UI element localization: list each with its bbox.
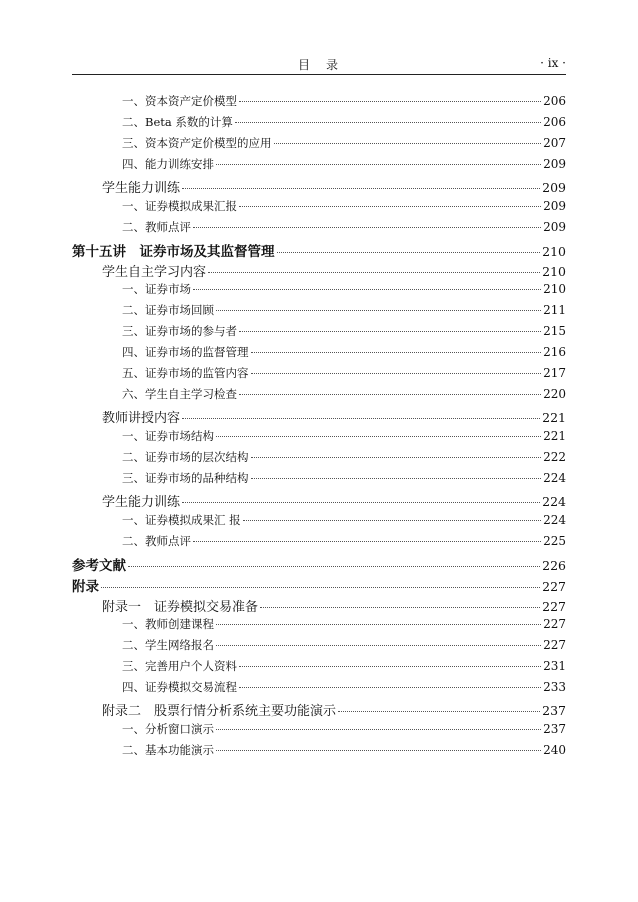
dot-leader — [239, 101, 541, 102]
dot-leader — [274, 143, 542, 144]
toc-entry[interactable] — [72, 428, 566, 449]
toc-entry[interactable] — [72, 449, 566, 470]
toc-entry[interactable] — [72, 135, 566, 156]
dot-leader — [216, 645, 541, 646]
toc-entry[interactable] — [72, 365, 566, 386]
toc-entry-title: 教师讲授内容 — [102, 411, 181, 427]
toc-entry[interactable] — [72, 637, 566, 658]
dot-leader — [182, 188, 540, 189]
page-header — [72, 50, 566, 74]
toc-entry-title: 二、学生网络报名 — [122, 638, 214, 653]
toc-entry-title: 学生能力训练 — [102, 494, 181, 510]
toc-entry[interactable] — [72, 302, 566, 323]
toc-entry[interactable] — [72, 491, 566, 512]
toc-entry[interactable] — [72, 533, 566, 554]
toc-entry-page: 221 — [543, 429, 566, 443]
toc-entry-title: 三、资本资产定价模型的应用 — [122, 135, 272, 150]
toc-entry-title: 二、证券市场回顾 — [122, 303, 214, 318]
dot-leader — [239, 687, 541, 688]
toc-entry-page: 206 — [543, 114, 566, 129]
toc-entry-page: 233 — [543, 680, 566, 695]
toc-entry-title: 二、基本功能演示 — [122, 743, 214, 758]
dot-leader — [239, 331, 541, 332]
toc-entry-title: 四、证券市场的监督管理 — [122, 345, 249, 360]
toc-entry-page: 221 — [542, 410, 566, 426]
dot-leader — [251, 457, 542, 458]
toc-entry-page: 231 — [543, 659, 566, 674]
toc-entry[interactable] — [72, 219, 566, 240]
toc-entry-title: 三、完善用户个人资料 — [122, 659, 237, 674]
header-title: 目 录 — [297, 58, 340, 72]
toc-entry[interactable] — [72, 344, 566, 365]
dot-leader — [251, 478, 542, 479]
toc-entry-page: 225 — [543, 533, 566, 548]
toc-entry-title: 附录 — [72, 578, 99, 595]
toc-entry-page: 206 — [543, 94, 566, 108]
toc-entry[interactable] — [72, 679, 566, 700]
dot-leader — [216, 729, 541, 730]
toc-entry-title: 二、教师点评 — [122, 533, 191, 548]
toc-entry-page: 226 — [542, 557, 566, 573]
dot-leader — [216, 436, 541, 437]
dot-leader — [251, 352, 542, 353]
toc-entry-page: 210 — [542, 243, 566, 259]
dot-leader — [235, 122, 541, 123]
toc-entry-title: 第十五讲 证券市场及其监督管理 — [72, 243, 275, 260]
toc-entry-page: 227 — [542, 578, 566, 594]
toc-entry-page: 207 — [543, 135, 566, 150]
toc-entry-page: 209 — [543, 198, 566, 213]
toc-entry-page: 227 — [543, 638, 566, 653]
toc-entry-title: 三、证券市场的参与者 — [122, 324, 237, 339]
dot-leader — [216, 750, 541, 751]
toc-entry-page: 224 — [543, 512, 566, 527]
dot-leader — [239, 394, 541, 395]
dot-leader — [243, 520, 541, 521]
header-page-number: · ix · — [540, 56, 566, 70]
dot-leader — [208, 272, 540, 273]
header-rule — [72, 74, 566, 75]
toc-entry-title: 一、证券市场结构 — [122, 429, 214, 443]
dot-leader — [216, 624, 541, 625]
toc-entry-page: 240 — [543, 743, 566, 758]
dot-leader — [239, 206, 541, 207]
table-of-contents — [72, 93, 566, 763]
toc-entry[interactable] — [72, 721, 566, 742]
toc-entry-page: 237 — [543, 722, 566, 737]
dot-leader — [239, 666, 541, 667]
dot-leader — [182, 418, 540, 419]
dot-leader — [193, 289, 541, 290]
toc-entry[interactable] — [72, 554, 566, 575]
toc-entry-title: 一、证券市场 — [122, 282, 191, 297]
toc-entry[interactable] — [72, 596, 566, 617]
toc-entry-title: 一、证券模拟成果汇报 — [122, 198, 237, 213]
toc-entry-page: 209 — [543, 219, 566, 234]
toc-entry-page: 227 — [542, 598, 566, 614]
toc-entry-title: 二、证券市场的层次结构 — [122, 449, 249, 464]
toc-entry-title: 三、证券市场的品种结构 — [122, 470, 249, 485]
toc-entry-title: 四、能力训练安排 — [122, 156, 214, 171]
toc-entry-title: 一、教师创建课程 — [122, 617, 214, 632]
toc-entry-title: 一、分析窗口演示 — [122, 722, 214, 737]
toc-entry-title: 一、资本资产定价模型 — [122, 94, 237, 108]
toc-entry-page: 209 — [543, 156, 566, 171]
toc-entry-page: 211 — [543, 303, 566, 318]
dot-leader — [338, 711, 540, 712]
toc-entry[interactable] — [72, 198, 566, 219]
dot-leader — [182, 502, 540, 503]
toc-entry[interactable] — [72, 323, 566, 344]
dot-leader — [193, 541, 541, 542]
toc-entry[interactable] — [72, 114, 566, 135]
toc-entry[interactable] — [72, 407, 566, 428]
toc-entry[interactable] — [72, 177, 566, 198]
toc-entry-page: 224 — [542, 493, 566, 509]
toc-entry[interactable] — [72, 240, 566, 261]
toc-entry-page: 210 — [542, 263, 566, 279]
toc-entry[interactable] — [72, 700, 566, 721]
toc-entry-title: 一、证券模拟成果汇 报 — [122, 512, 241, 527]
toc-entry-title: 学生自主学习内容 — [102, 264, 207, 280]
toc-entry-title: 二、教师点评 — [122, 219, 191, 234]
toc-entry[interactable] — [72, 742, 566, 763]
toc-entry[interactable] — [72, 156, 566, 177]
toc-entry[interactable] — [72, 512, 566, 533]
toc-entry-page: 227 — [543, 617, 566, 632]
dot-leader — [193, 227, 541, 228]
toc-entry-title: 五、证券市场的监管内容 — [122, 366, 249, 381]
dot-leader — [216, 310, 541, 311]
toc-entry[interactable] — [72, 616, 566, 637]
toc-entry-title: 六、学生自主学习检查 — [122, 387, 237, 402]
toc-entry-title: 附录一 证券模拟交易准备 — [102, 599, 259, 615]
toc-entry-title: 附录二 股票行情分析系统主要功能演示 — [102, 704, 337, 720]
toc-entry-page: 217 — [543, 366, 566, 381]
toc-entry-title: 学生能力训练 — [102, 180, 181, 196]
toc-entry[interactable] — [72, 386, 566, 407]
dot-leader — [260, 607, 540, 608]
toc-entry-page: 220 — [543, 387, 566, 402]
toc-entry-title: 四、证券模拟交易流程 — [122, 680, 237, 695]
toc-entry-page: 237 — [542, 703, 566, 719]
toc-entry-page: 222 — [543, 449, 566, 464]
toc-entry-title: 参考文献 — [72, 557, 126, 574]
toc-entry-page: 216 — [543, 345, 566, 360]
toc-entry[interactable] — [72, 575, 566, 596]
toc-entry-page: 215 — [543, 324, 566, 339]
dot-leader — [128, 566, 540, 567]
toc-entry[interactable] — [72, 281, 566, 302]
dot-leader — [277, 252, 541, 253]
dot-leader — [101, 587, 540, 588]
toc-entry[interactable] — [72, 93, 566, 114]
toc-entry[interactable] — [72, 470, 566, 491]
toc-entry-page: 224 — [543, 470, 566, 485]
toc-entry[interactable] — [72, 658, 566, 679]
toc-entry-title: 二、Beta 系数的计算 — [122, 114, 233, 129]
toc-entry[interactable] — [72, 261, 566, 282]
dot-leader — [251, 373, 542, 374]
toc-entry-page: 209 — [542, 179, 566, 195]
dot-leader — [216, 164, 541, 165]
toc-entry-page: 210 — [543, 282, 566, 297]
